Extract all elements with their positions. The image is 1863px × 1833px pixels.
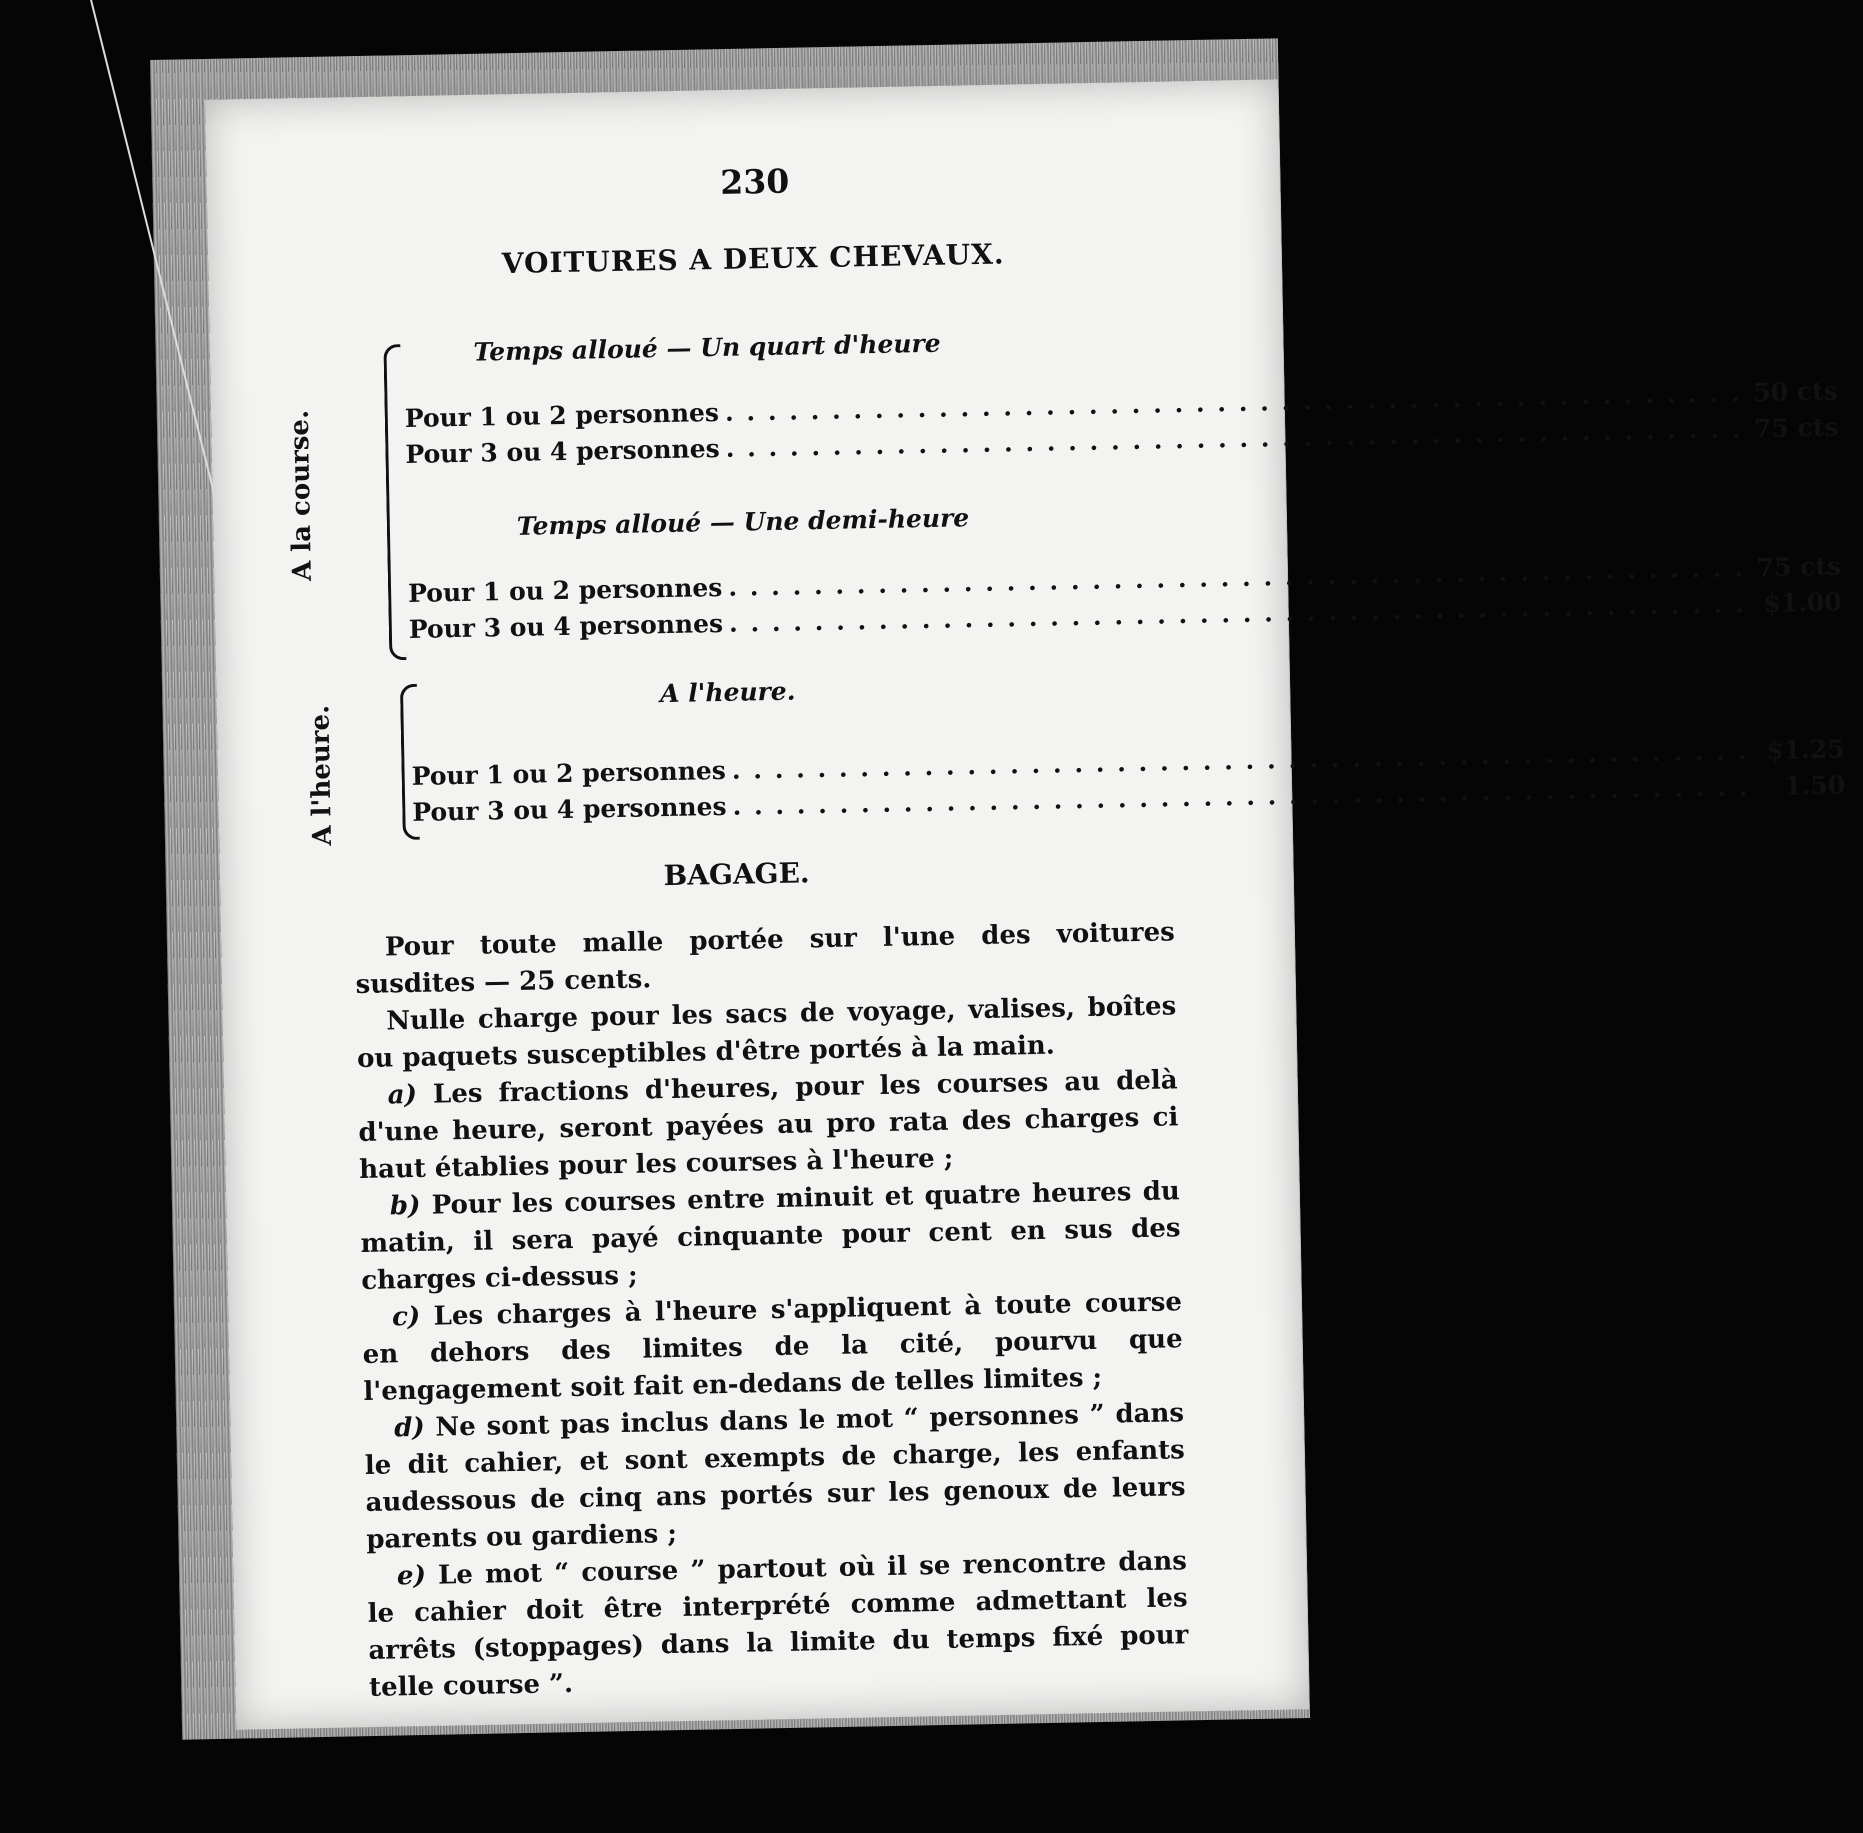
leader-dots: . . . . . . . . . . . . . . . . . . . . . . . . . . . . . . . . . . . . . . . . . . . . . . . .: [732, 772, 1750, 821]
clause-a: [357, 1062, 1179, 1189]
rate-price: $1.25: [1765, 734, 1845, 765]
clause-marker: d): [393, 1412, 425, 1444]
clause-marker: a): [387, 1079, 418, 1111]
clause-b: [360, 1173, 1182, 1300]
bagage-paragraph-1: Pour toute malle portée sur l'une des voitures susdites — 25 cents.: [355, 917, 1176, 1001]
bagage-title: BAGAGE.: [663, 856, 810, 893]
rate-price: 1.50: [1784, 770, 1846, 801]
side-label-course: A la course.: [284, 409, 318, 582]
clause-c: [362, 1284, 1184, 1411]
rate-label: Pour 1 ou 2 personnes: [411, 755, 727, 791]
side-label-hour: A l'heure.: [305, 704, 338, 846]
clause-text: Les charges à l'heure s'appliquent à toute course en dehors des limites de la cité, pourvu que l'engagement soit fait en-dedans de telles limites ;: [362, 1287, 1183, 1407]
rate-label: Pour 3 ou 4 personnes: [408, 608, 724, 644]
rate-label: Pour 1 ou 2 personnes: [407, 572, 723, 608]
subhead-hour: A l'heure.: [659, 676, 796, 709]
bagage-body: [355, 914, 1190, 1707]
section-title: VOITURES A DEUX CHEVAUX.: [501, 237, 1005, 281]
clause-text: Les fractions d'heures, pour les courses au delà d'une heure, seront payées au pro rata des charges ci haut établies pour les courses à l'heure ;: [358, 1065, 1179, 1186]
clause-text: Pour les courses entre minuit et quatre heures du matin, il sera payé cinquante pour cent en sus des charges ci-dessus ;: [360, 1176, 1181, 1296]
clause-text: Ne sont pas inclus dans le mot “ personnes ” dans le dit cahier, et sont exempts de charge, les enfants audessous de cinq ans portés sur les genoux de leurs parents ou gardiens ;: [364, 1398, 1186, 1555]
rate-price: 75 cts: [1753, 412, 1839, 444]
bagage-paragraph-2: Nulle charge pour les sacs de voyage, valises, boîtes ou paquets susceptibles d'être portés à la main.: [356, 991, 1177, 1075]
rate-price: 75 cts: [1756, 551, 1842, 583]
clause-marker: c): [391, 1301, 421, 1333]
rate-label: Pour 3 ou 4 personnes: [412, 791, 727, 827]
clause-marker: b): [389, 1190, 421, 1222]
page-number: 230: [719, 161, 790, 202]
rate-label: Pour 3 ou 4 personnes: [405, 433, 720, 469]
leader-dots: . . . . . . . . . . . . . . . . . . . . . . . . . . . . . . . . . . . . . . . . . . . . . . . .: [728, 589, 1746, 638]
subhead-quarter-hour: Temps alloué — Un quart d'heure: [473, 328, 941, 367]
rate-label: Pour 1 ou 2 personnes: [404, 397, 720, 433]
leader-dots: . . . . . . . . . . . . . . . . . . . . . . . . . . . . . . . . . . . . . . . . . . . . . . . .: [731, 736, 1749, 785]
leader-dots: . . . . . . . . . . . . . . . . . . . . . . . . . . . . . . . . . . . . . . . . . . . . . . . .: [725, 414, 1743, 463]
subhead-half-hour: Temps alloué — Une demi-heure: [516, 503, 970, 541]
clause-text: Le mot “ course ” partout où il se rencontre dans le cahier doit être interprété comme admettant les arrêts (stoppages) dans la limite du temps fixé pour telle course ”.: [367, 1546, 1189, 1703]
leader-dots: . . . . . . . . . . . . . . . . . . . . . . . . . . . . . . . . . . . . . . . . . . . . . . . .: [724, 378, 1742, 427]
leader-dots: . . . . . . . . . . . . . . . . . . . . . . . . . . . . . . . . . . . . . . . . . . . . . . . .: [728, 553, 1746, 602]
rate-price: 50 cts: [1753, 376, 1838, 408]
page-content: [284, 154, 1846, 1730]
clause-e: [367, 1543, 1190, 1707]
brace-course: [383, 344, 406, 660]
clause-d: [364, 1395, 1187, 1559]
rate-price: $1.00: [1763, 587, 1842, 618]
clause-marker: e): [396, 1560, 427, 1592]
